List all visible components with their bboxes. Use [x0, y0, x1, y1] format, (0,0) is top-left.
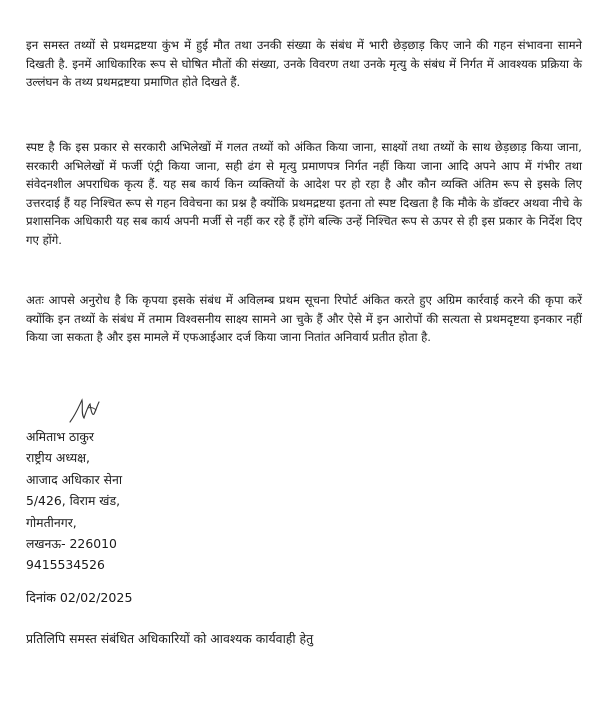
sender-address-line1: 5/426, विराम खंड, [26, 493, 121, 509]
sender-designation: राष्ट्रीय अध्यक्ष, [26, 450, 90, 466]
paragraph-2: स्पष्ट है कि इस प्रकार से सरकारी अभिलेखों में गलत तथ्यों को अंकित किया जाना, साक्ष्यों तथा तथ्यों के साथ छेड़छाड़ किया जाना, सरकारी अभिलेखों में फर्जी एंट्री किया जाना, सही ढंग से मृत्यु प्रमाणपत्र निर्गत नहीं किया जाना आदि अपने आप में गंभीर तथा संवेदनशील अपराधिक कृत्य हैं. यह सब कार्य किन व्यक्तियों के आदेश पर हो रहा है और कौन व्यक्ति अंतिम रूप से इसके लिए उत्तरदाई हैं यह निश्चित रूप से गहन विवेचना का प्रश्न है क्योंकि प्रथमद्रष्टया इतना तो स्पष्ट दिखता है कि मौके के डॉक्टर अथवा नीचे के प्रशासनिक अधिकारी यह सब कार्य अपनी मर्जी से नहीं कर रहे हैं होंगे बल्कि उन्हें निश्चित रूप से ऊपर से ही इस प्रकार के निर्देश दिए गए होंगे. [26, 140, 582, 247]
sender-organization: आजाद अधिकार सेना [26, 471, 123, 487]
sender-address-line2: गोमतीनगर, [26, 514, 77, 530]
letter-date: दिनांक 02/02/2025 [26, 590, 133, 605]
sender-block [26, 426, 122, 576]
paragraph-1: इन समस्त तथ्यों से प्रथमद्रष्टया कुंभ में हुई मौत तथा उनकी संख्या के संबंध में भारी छेड़छाड़ किए जाने की गहन संभावना सामने दिखती है. इनमें आधिकारिक रूप से घोषित मौतों की संख्या, उनके विवरण तथा उनके मृत्यु के संबंध में निर्गत में आवश्यक प्रक्रिया के उल्लंघन के तथ्य प्रथमद्रष्टया प्रमाणित होते दिखते हैं. [26, 38, 582, 90]
sender-phone: 9415534526 [26, 557, 105, 573]
paragraph-3: अतः आपसे अनुरोध है कि कृपया इसके संबंध में अविलम्ब प्रथम सूचना रिपोर्ट अंकित करते हुए अग्रिम कार्रवाई करने की कृपा करें क्योंकि इन तथ्यों के संबंध में तमाम विश्वसनीय साक्ष्य सामने आ चुके हैं और ऐसे में इन आरोपों की सत्यता से प्रथमदृष्टया इनकार नहीं किया जा सकता है और इस मामले में एफआईआर दर्ज किया जाना नितांत अनिवार्य प्रतीत होता है. [26, 293, 582, 345]
sender-city-pin: लखनऊ- 226010 [26, 536, 117, 552]
sender-name: अमिताभ ठाकुर [26, 429, 94, 444]
copy-note: प्रतिलिपि समस्त संबंधित अधिकारियों को आवश्यक कार्यवाही हेतु [26, 631, 314, 646]
signature-mark [66, 396, 106, 426]
